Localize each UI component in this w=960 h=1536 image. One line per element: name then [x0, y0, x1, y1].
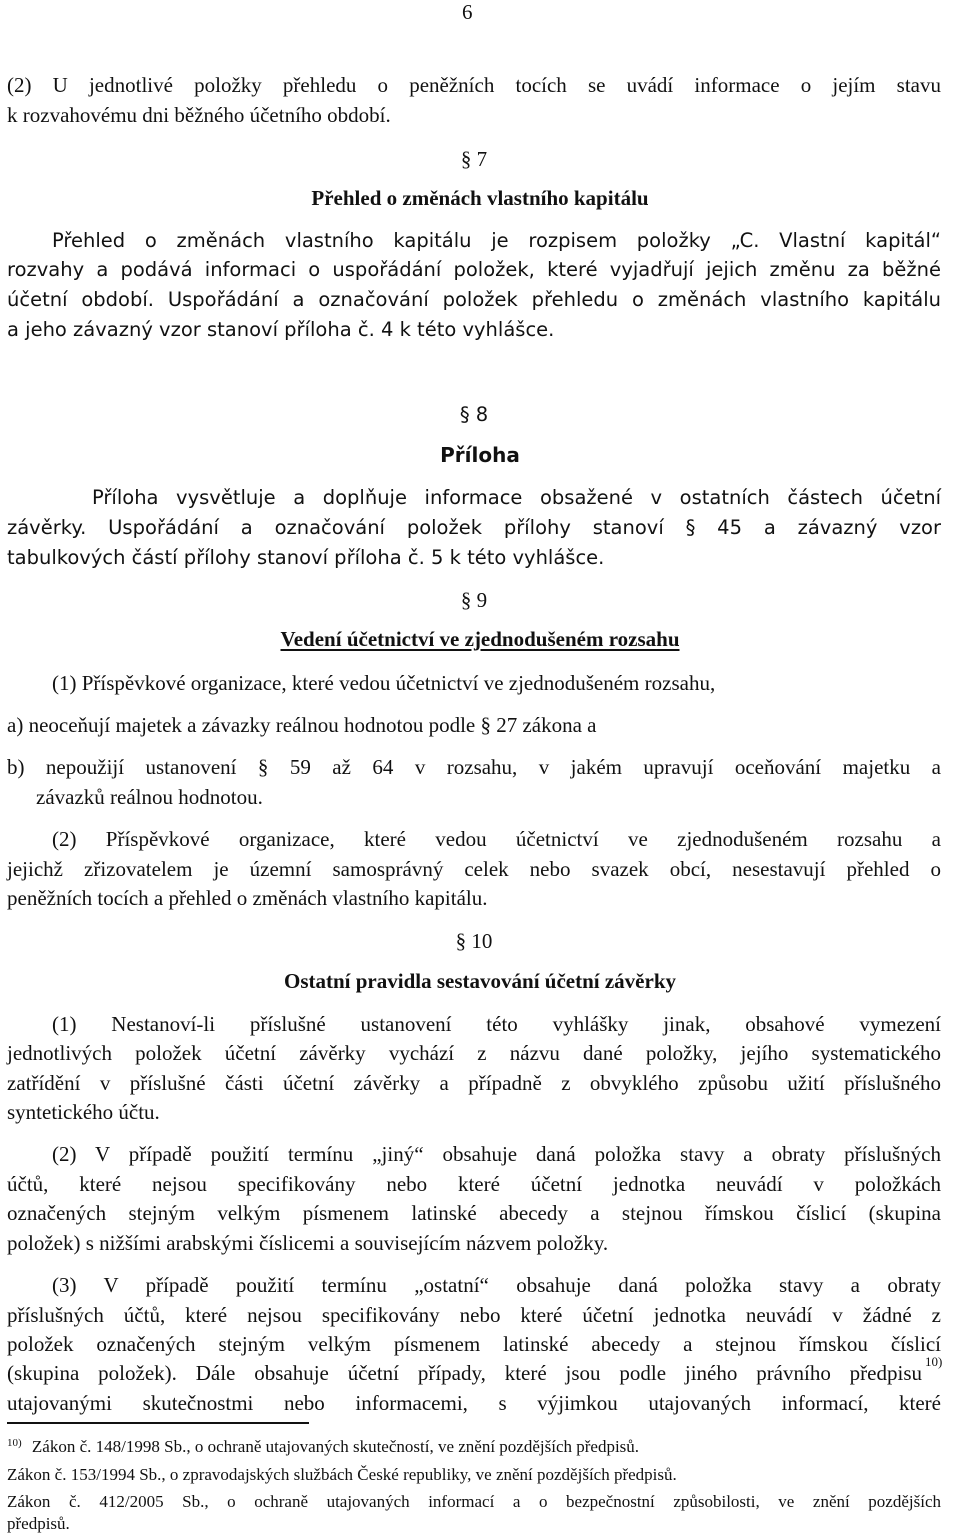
section-heading-text: Vedení účetnictví ve zjednodušeném rozsahu [280, 627, 680, 651]
section-heading [0, 626, 960, 652]
section-number: § 10 [455, 929, 493, 953]
paragraph-line: (1) Příspěvkové organizace, které vedou účetnictví ve zjednodušeném rozsahu, [52, 671, 716, 695]
paragraph-line: jednotlivých položek účetní závěrky vychází z názvu dané položky, jejího systematického [7, 1041, 941, 1065]
paragraph-line: položek označených stejným velkým písmenem latinské abecedy a stejnou římskou číslicí [7, 1332, 941, 1356]
section-number: § 8 [459, 403, 489, 426]
footnote-line: Zákon č. 412/2005 Sb., o ochraně utajovaných informací a o bezpečnostní způsobilosti, ve znění pozdějších [7, 1492, 941, 1511]
section-number: § 7 [460, 147, 488, 171]
document-page: 6 (2) U jednotlivé položky přehledu o peněžních tocích se uvádí informace o jejím stavu k rozvahovému dni běžného účetního období. § 7 Přehled o změnách vlastního kapitálu Přehled o změnách vlastního kapitálu je rozpisem položky „C. Vlastní kapitál“ rozvahy a podává informaci o uspořádání položek, které vyjadřují jejich změnu za běžné účetní období. Uspořádání a označování položek přehledu o změnách vlastního kapitálu a jeho závazný vzor stanoví příloha č. 4 k této vyhlášce. § 8 Příloha Příloha vysvětluje a doplňuje informace obsažené v ostatních částech účetní závěrky. Uspořádání a označování položek přílohy stanoví § 45 a závazný vzor tabulkových částí přílohy stanoví příloha č. 5 k této vyhlášce. § 9 Vedení účetnictví ve zjednodušeném rozsahu (1) Příspěvkové organizace, které vedou účetnictví ve zjednodušeném rozsahu, a) neoceňují majetek a závazky reálnou hodnotou podle § 27 zákona a b) nepoužijí ustanovení § 59 až 64 v rozsahu, v jakém upravují oceňování majetku a závazků reálnou hodnotou. (2) Příspěvkové organizace, které vedou účetnictví ve zjednodušeném rozsahu a jejichž zřizovatelem je územní samosprávný celek nebo svazek obcí, nesestavují přehled o peněžních tocích a přehled o změnách vlastního kapitálu. § 10 Ostatní pravidla sestavování účetní závěrky (1) Nestanoví-li příslušné ustanovení této vyhlášky jinak, obsahové vymezení jednotlivých položek účetní závěrky vychází z názvu dané položky, jejího systematického zatřídění v příslušné části účetní závěrky a případně z obvyklého způsobu užití příslušného syntetického účtu. (2) V případě použití termínu „jiný“ obsahuje daná položka stavy a obraty příslušných účtů, které nejsou specifikovány nebo které účetní jednotka neuvádí v položkách označených stejným velkým písmenem latinské abecedy a stejnou římskou číslicí (skupina položek) s nižšími arabskými číslicemi a souvisejícím názvem položky. (3) V případě použití termínu „ostatní“ obsahuje daná položka stavy a obraty příslušných účtů, které nejsou specifikovány nebo které účetní jednotka neuvádí v žádné z položek označených stejným velkým písmenem latinské abecedy a stejnou římskou číslicí (skupina položek). Dále obsahuje účetní případy, které jsou podle jiného právního předpisu 10) utajovanými skutečnostmi nebo informacemi, s výjimkou utajovaných informací, které $^{10)}$ Zákon č. 148/1998 Sb., o ochraně utajovaných skutečností, ve znění pozdějších předpisů. Zákon č. 153/1994 Sb., o zpravodajských službách České republiky, ve znění pozdějších předpisů. Zákon č. 412/2005 Sb., o ochraně utajovaných informací a o bezpečnostní způsobilosti, ve znění pozdějších předpisů. [0, 0, 960, 1536]
footnote-separator [7, 1422, 309, 1424]
footnote-line: předpisů. [7, 1514, 70, 1533]
footnote-marker: 10) [7, 1437, 22, 1449]
paragraph-line: a jeho závazný vzor stanoví příloha č. 4 k této vyhlášce. [7, 318, 555, 341]
list-item-b-continued: závazků reálnou hodnotou. [36, 785, 263, 809]
footnote [7, 1436, 639, 1458]
paragraph-line: závěrky. Uspořádání a označování položek přílohy stanoví § 45 a závazný vzor [7, 516, 941, 539]
page-number: 6 [462, 0, 473, 24]
paragraph-line-text: (skupina položek). Dále obsahuje účetní případy, které jsou podle jiného právního předpisu [7, 1361, 922, 1385]
paragraph-line: označených stejným velkým písmenem latinské abecedy a stejnou římskou číslicí (skupina [7, 1201, 941, 1225]
section-heading: Přehled o změnách vlastního kapitálu [311, 186, 649, 210]
paragraph-line: účetní období. Uspořádání a označování položek přehledu o změnách vlastního kapitálu [7, 288, 941, 311]
footnote-text: Zákon č. 148/1998 Sb., o ochraně utajovaných skutečností, ve znění pozdějších předpisů. [31, 1437, 640, 1456]
paragraph-line [7, 1360, 922, 1386]
section-heading: Příloha [440, 443, 520, 467]
paragraph-line: tabulkových částí přílohy stanoví příloha č. 5 k této vyhlášce. [7, 546, 605, 569]
paragraph-line: (2) Příspěvkové organizace, které vedou účetnictví ve zjednodušeném rozsahu a [52, 827, 941, 851]
paragraph-line: jejichž zřizovatelem je územní samosprávný celek nebo svazek obcí, nesestavují přehled o [7, 857, 941, 881]
paragraph-line: rozvahy a podává informaci o uspořádání položek, které vyjadřují jejich změnu za běžné [7, 258, 941, 281]
paragraph-line: položek) s nižšími arabskými číslicemi a souvisejícím názvem položky. [7, 1231, 609, 1255]
section-heading: Ostatní pravidla sestavování účetní závěrky [284, 969, 676, 993]
paragraph-line: syntetického účtu. [7, 1100, 160, 1124]
paragraph-line: utajovanými skutečnostmi nebo informacemi, s výjimkou utajovaných informací, které [7, 1391, 941, 1415]
paragraph-line: příslušných účtů, které nejsou specifikovány nebo které účetní jednotka neuvádí v žádné z [7, 1303, 941, 1327]
paragraph-line: Přehled o změnách vlastního kapitálu je rozpisem položky „C. Vlastní kapitál“ [52, 229, 941, 252]
paragraph-line: peněžních tocích a přehled o změnách vlastního kapitálu. [7, 886, 488, 910]
paragraph-line: Příloha vysvětluje a doplňuje informace obsažené v ostatních částech účetní [92, 486, 941, 509]
list-item-a: a) neoceňují majetek a závazky reálnou hodnotou podle § 27 zákona a [7, 713, 597, 737]
paragraph-line: (2) U jednotlivé položky přehledu o peněžních tocích se uvádí informace o jejím stavu [7, 73, 941, 97]
paragraph-line: k rozvahovému dni běžného účetního období. [7, 103, 391, 127]
paragraph-line: účtů, které nejsou specifikovány nebo které účetní jednotka neuvádí v položkách [7, 1172, 941, 1196]
paragraph-line: (3) V případě použití termínu „ostatní“ obsahuje daná položka stavy a obraty [52, 1273, 941, 1297]
list-item-b: b) nepoužijí ustanovení § 59 až 64 v rozsahu, v jakém upravují oceňování majetku a [7, 755, 941, 779]
paragraph-line: (1) Nestanoví-li příslušné ustanovení této vyhlášky jinak, obsahové vymezení [52, 1012, 941, 1036]
footnote-line: Zákon č. 153/1994 Sb., o zpravodajských službách České republiky, ve znění pozdějších předpisů. [7, 1465, 677, 1484]
paragraph-line: (2) V případě použití termínu „jiný“ obsahuje daná položka stavy a obraty příslušných [52, 1142, 941, 1166]
paragraph-line: zatřídění v příslušné části účetní závěrky a případně z obvyklého způsobu užití příslušného [7, 1071, 941, 1095]
section-number: § 9 [460, 588, 488, 612]
